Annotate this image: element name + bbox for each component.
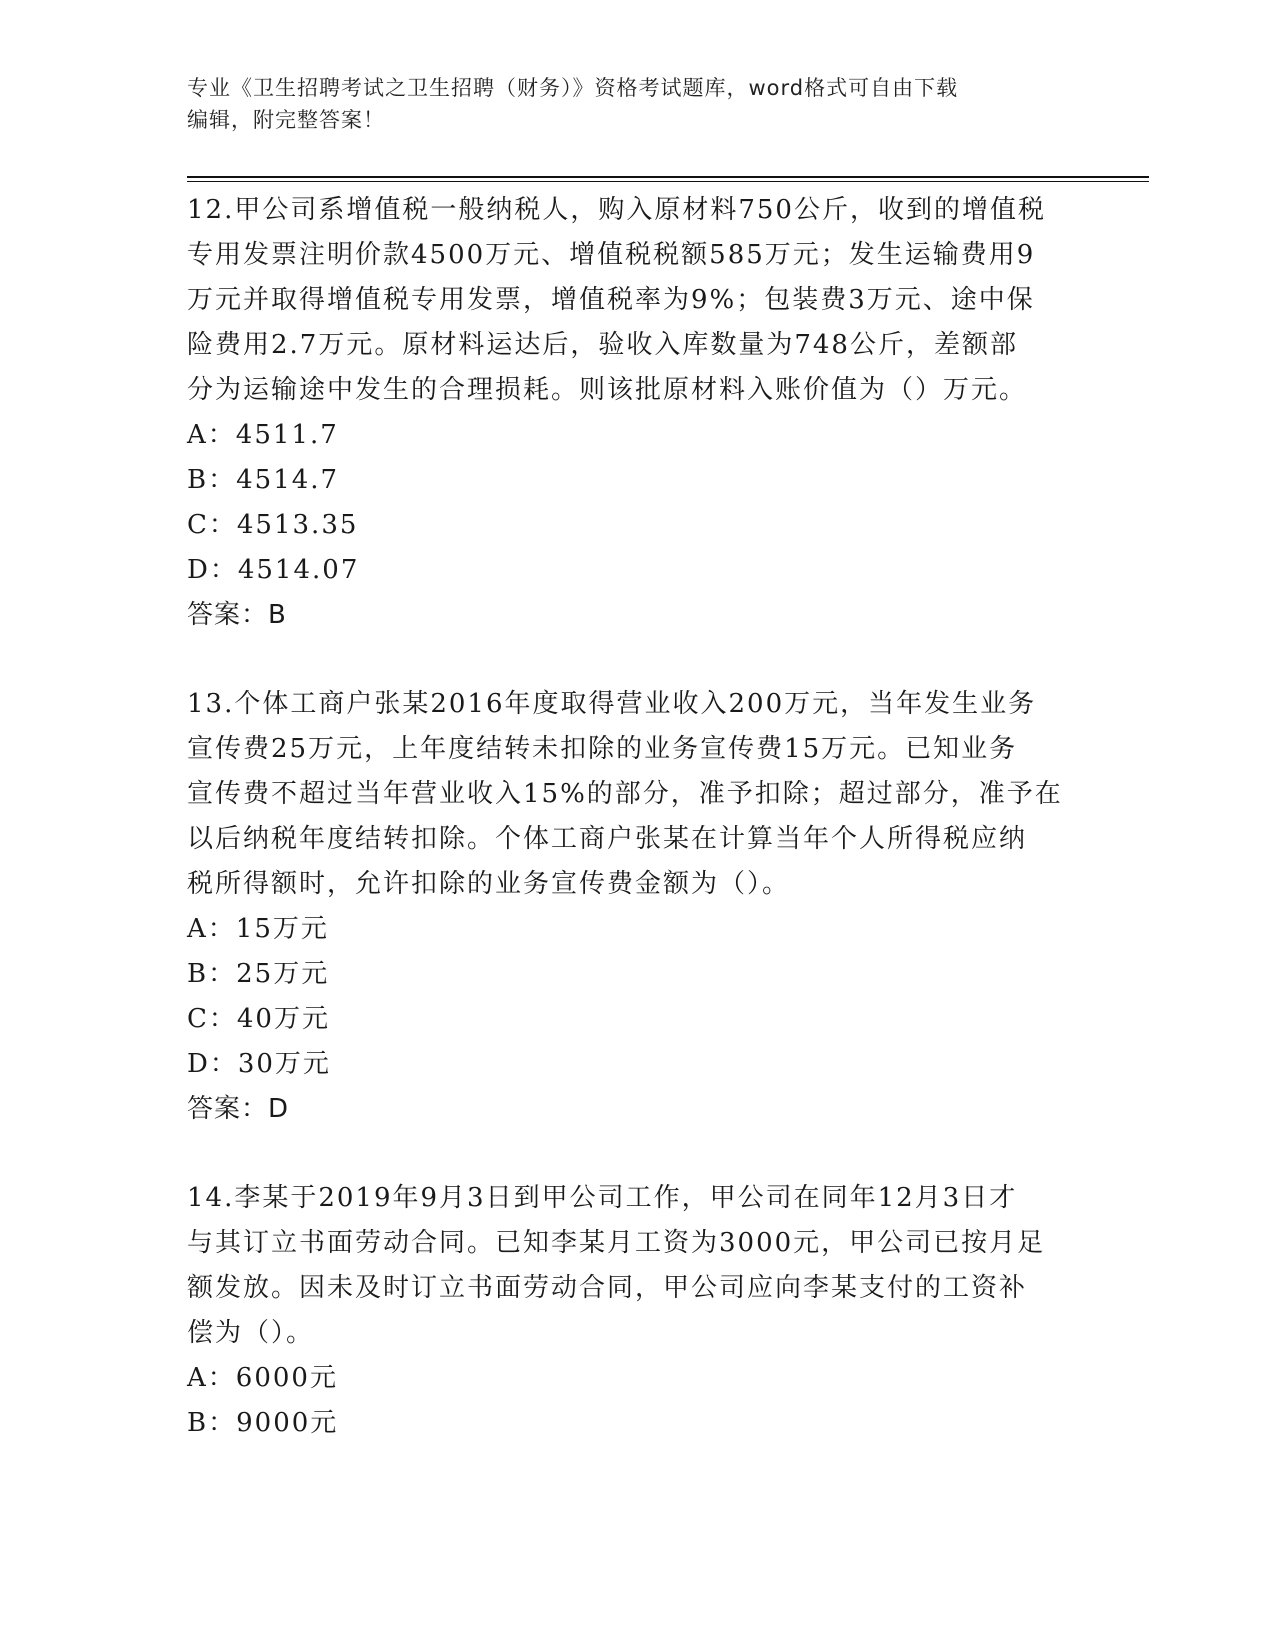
question-stem-line: 14.李某于2019年9月3日到甲公司工作，甲公司在同年12月3日才 — [187, 1183, 1018, 1213]
option-d: D：4514.07 — [187, 555, 360, 585]
answer-label: 答案：B — [187, 600, 287, 630]
question-13 — [187, 682, 1087, 1132]
option-d: D：30万元 — [187, 1049, 331, 1079]
header-divider-thin — [187, 181, 1149, 182]
page-header — [187, 72, 1087, 136]
question-stem-line: 分为运输途中发生的合理损耗。则该批原材料入账价值为（）万元。 — [187, 375, 1028, 405]
question-stem-line: 以后纳税年度结转扣除。个体工商户张某在计算当年个人所得税应纳 — [187, 824, 1028, 854]
question-stem-line: 宣传费25万元，上年度结转未扣除的业务宣传费15万元。已知业务 — [187, 734, 1018, 764]
question-stem-line: 额发放。因未及时订立书面劳动合同，甲公司应向李某支付的工资补 — [187, 1273, 1028, 1303]
option-b: B：9000元 — [187, 1408, 339, 1438]
question-stem-line: 险费用2.7万元。原材料运达后，验收入库数量为748公斤，差额部 — [187, 330, 1018, 360]
question-stem-line: 税所得额时，允许扣除的业务宣传费金额为（）。 — [187, 869, 791, 899]
option-a: A：6000元 — [187, 1363, 338, 1393]
question-stem-line: 12.甲公司系增值税一般纳税人，购入原材料750公斤，收到的增值税 — [187, 195, 1046, 225]
question-stem-line: 专用发票注明价款4500万元、增值税税额585万元；发生运输费用9 — [187, 240, 1036, 270]
option-c: C：40万元 — [187, 1004, 330, 1034]
option-c: C：4513.35 — [187, 510, 359, 540]
question-stem-line: 13.个体工商户张某2016年度取得营业收入200万元，当年发生业务 — [187, 689, 1037, 719]
option-a: A：15万元 — [187, 914, 329, 944]
question-stem-line: 宣传费不超过当年营业收入15%的部分，准予扣除；超过部分，准予在 — [187, 779, 1063, 809]
question-stem-line: 偿为（）。 — [187, 1318, 315, 1348]
option-a: A：4511.7 — [187, 420, 339, 450]
answer-label: 答案：D — [187, 1094, 290, 1124]
question-14 — [187, 1176, 1087, 1446]
header-line-1: 专业《卫生招聘考试之卫生招聘（财务）》资格考试题库，word格式可自由下载 — [187, 76, 959, 100]
question-stem-line: 万元并取得增值税专用发票，增值税率为9%；包装费3万元、途中保 — [187, 285, 1035, 315]
question-stem-line: 与其订立书面劳动合同。已知李某月工资为3000元，甲公司已按月足 — [187, 1228, 1046, 1258]
question-12 — [187, 188, 1087, 638]
header-line-2: 编辑，附完整答案！ — [187, 108, 385, 132]
question-list — [187, 188, 1087, 1446]
header-divider-thick — [187, 176, 1149, 178]
option-b: B：4514.7 — [187, 465, 340, 495]
option-b: B：25万元 — [187, 959, 330, 989]
